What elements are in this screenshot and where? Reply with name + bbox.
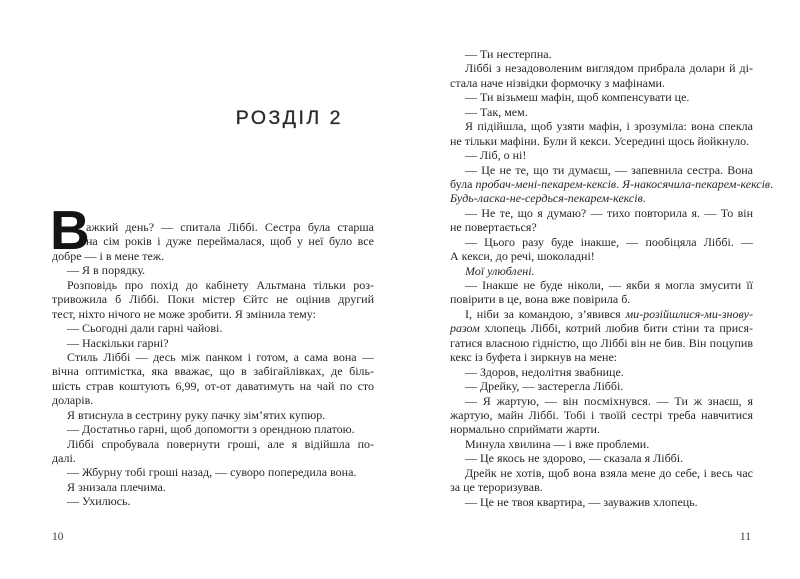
text-line: повірити в це, вона вже повірила б. bbox=[450, 292, 631, 307]
text-line: — Я в порядку. bbox=[67, 263, 146, 278]
text-line: Я підійшла, щоб узяти мафін, і зрозуміла: вона спекла bbox=[465, 119, 753, 134]
text-line: — Жбурну тобі гроші назад, — суворо попередила вона. bbox=[67, 465, 357, 480]
text-line: нормально сприймати жарти. bbox=[450, 422, 600, 437]
text-line: Я втиснула в сестрину руку пачку зім’ятих купюр. bbox=[67, 407, 326, 422]
text-line: гатися власною гідністю, що Ліббі він не бив. Він поцупив bbox=[450, 335, 753, 350]
text-line: вічна оптимістка, яка вважає, що в забігайлівках, де біль- bbox=[52, 364, 374, 379]
dropcap-letter: В bbox=[50, 199, 90, 261]
text-line: — Дрейку, — застерегла Ліббі. bbox=[465, 379, 624, 394]
text-line: Ліббі спробувала повернути гроші, але я відійшла по- bbox=[67, 436, 374, 451]
text-line: І, ніби за командою, з’явився ми-розійшлися-ми-знову- bbox=[465, 306, 753, 321]
page-left-text bbox=[50, 199, 374, 509]
text-line: Я знизала плечима. bbox=[67, 479, 166, 494]
text-line: ажкий день? — спитала Ліббі. Сестра була старша bbox=[86, 220, 374, 234]
text-line: — Я жартую, — він посміхнувся. — Ти ж знаєш, я bbox=[465, 393, 753, 408]
text-line: Дрейк не хотів, щоб вона взяла мене до себе, і весь час bbox=[465, 465, 753, 480]
text-line: далі. bbox=[52, 451, 76, 465]
page-number-right: 11 bbox=[739, 531, 751, 543]
page-number-left: 10 bbox=[52, 531, 64, 543]
text-line: Мої улюблені. bbox=[465, 263, 535, 278]
text-line: тривожила б Ліббі. Поки містер Єйтс не оцінив другий bbox=[52, 292, 374, 307]
page-right bbox=[450, 0, 774, 579]
text-line: — Достатньо гарні, щоб допомогти з орендною платою. bbox=[67, 422, 355, 437]
text-line: стала наче нізвідки формочку з мафінами. bbox=[450, 75, 665, 90]
text-line: — Сьогодні дали гарні чайові. bbox=[67, 321, 223, 336]
text-line: — Це не твоя квартира, — зауважив хлопець. bbox=[465, 494, 698, 509]
text-line: Ліббі з незадоволеним виглядом прибрала долари й ді- bbox=[465, 61, 753, 76]
text-line: не тільки мафіни. Були й кекси. Усередині щось йойкнуло. bbox=[450, 133, 750, 148]
text-line: — Не те, що я думаю? — тихо повторила я. — То він bbox=[465, 205, 753, 220]
text-line: — Так, мем. bbox=[465, 104, 528, 119]
text-line: — Наскільки гарні? bbox=[67, 335, 169, 350]
text-line: добре — і в мене теж. bbox=[52, 248, 165, 263]
page-left bbox=[52, 0, 374, 579]
text-line: Минула хвилина — і вже проблеми. bbox=[465, 436, 650, 451]
text-line: — Ухилюсь. bbox=[67, 494, 131, 509]
text-line: на сім років і дуже переймалася, щоб у неї було все bbox=[86, 234, 374, 249]
text-line: Стиль Ліббі — десь між панком і готом, а сама вона — bbox=[67, 349, 374, 364]
chapter-heading: РОЗДІЛ 2 bbox=[235, 107, 343, 129]
text-line: не повертається? bbox=[450, 220, 537, 235]
italic-phrase: Будь-ласка-не-сердься-пекарем-кексів bbox=[450, 191, 643, 206]
text-line: — Ліб, о ні! bbox=[465, 148, 527, 163]
text-line: тест, ніхто нічого не може зробити. Я змінила тему: bbox=[52, 306, 316, 321]
text-line: разом хлопець Ліббі, котрий любив бити стіни та прися- bbox=[450, 321, 753, 336]
text-line: Будь-ласка-не-сердься-пекарем-кексів. bbox=[450, 191, 646, 206]
text-line: — Ти візьмеш мафін, щоб компенсувати це. bbox=[465, 90, 690, 105]
italic-phrase: разом bbox=[450, 321, 480, 336]
text-line: доларів. bbox=[52, 393, 94, 408]
text-line: — Інакше не буде ніколи, — якби я могла змусити її bbox=[465, 278, 753, 292]
text-line: — Цього разу буде інакше, — пообіцяла Ліббі. — bbox=[465, 234, 753, 249]
italic-phrase: Я-накосячила-пекарем-кексів bbox=[622, 176, 771, 191]
text-line: — Це якось не здорово, — сказала я Ліббі. bbox=[465, 451, 684, 466]
text-line: кекс із буфета і зиркнув на мене: bbox=[450, 350, 618, 365]
text-line: — Здоров, недолітня звабнице. bbox=[465, 364, 624, 379]
text-line: шість страв коштують 6,99, от-от даватимуть на чай по сто bbox=[52, 378, 374, 393]
text-line: Розповідь про похід до кабінету Альтмана тільки роз- bbox=[67, 277, 374, 292]
text-line: була пробач-мені-пекарем-кексів. Я-накосячила-пекарем-кексів. bbox=[450, 176, 774, 191]
text-line: А кекси, до речі, шоколадні! bbox=[450, 249, 595, 264]
italic-phrase: ми-розійшлися-ми-знову- bbox=[625, 306, 753, 321]
italic-phrase: пробач-мені-пекарем-кексів bbox=[475, 176, 617, 191]
text-line: — Це не те, що ти думаєш, — запевнила сестра. Вона bbox=[465, 162, 753, 177]
text-line: за це тероризував. bbox=[450, 480, 543, 495]
text-line: жартую, майн Ліббі. Тобі і твоїй сестрі треба навчитися bbox=[450, 407, 753, 422]
text-line: — Ти нестерпна. bbox=[465, 47, 552, 61]
page-right-text bbox=[450, 47, 774, 509]
